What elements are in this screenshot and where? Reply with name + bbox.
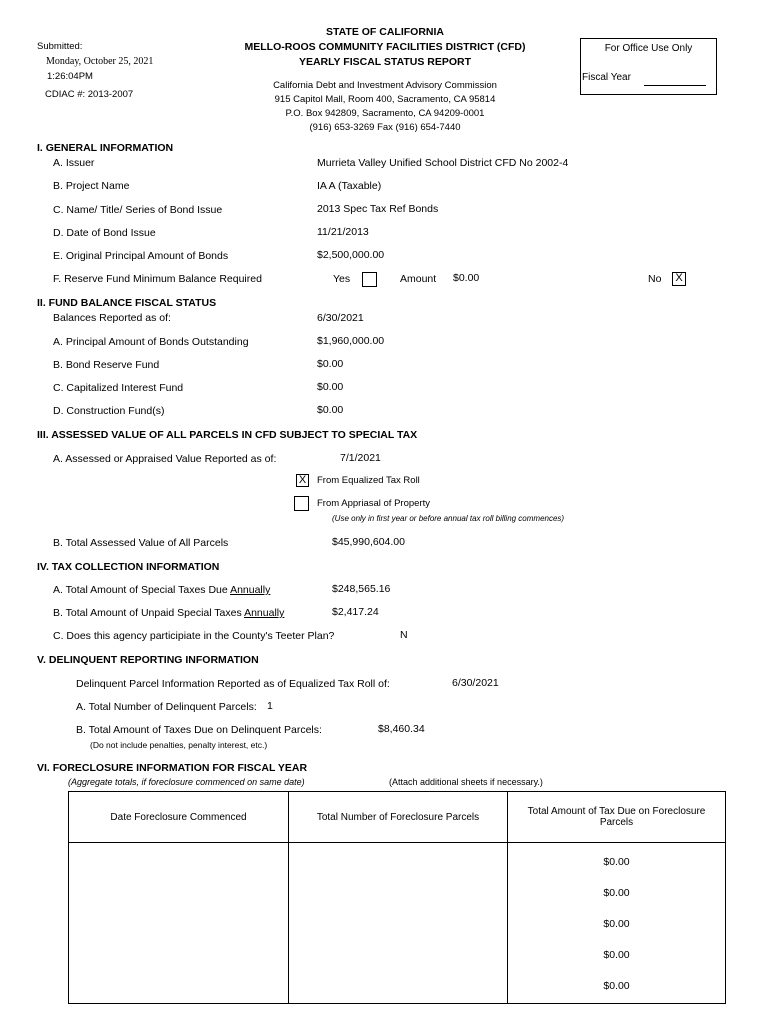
delinquent-value: 6/30/2021	[452, 677, 499, 689]
teeter-value: N	[400, 629, 408, 641]
agency-address: 915 Capitol Mall, Room 400, Sacramento, CA 95814	[274, 94, 496, 105]
issuer-value: Murrieta Valley Unified School District CFD No 2002-4	[317, 157, 569, 169]
delinquent-label: Delinquent Parcel Information Reported as of Equalized Tax Roll of:	[76, 678, 390, 690]
col-date-commenced: Date Foreclosure Commenced	[69, 792, 289, 843]
parcels-cell[interactable]	[289, 843, 508, 1004]
title-district: MELLO-ROOS COMMUNITY FACILITIES DISTRICT (CFD)	[244, 41, 526, 53]
reserve-no-checkbox[interactable]: X	[672, 272, 686, 286]
delinquent-parcels-label: A. Total Number of Delinquent Parcels:	[76, 701, 257, 713]
cap-interest-label: C. Capitalized Interest Fund	[53, 382, 184, 394]
reserve-amount-label: Amount	[400, 273, 437, 285]
delinquent-parcels-value: 1	[267, 700, 273, 712]
amount-row: $0.00	[603, 980, 630, 992]
appraisal-note: (Use only in first year or before annual tax roll billing commences)	[332, 514, 565, 523]
reserve-no-label: No	[648, 273, 662, 285]
title-report: YEARLY FISCAL STATUS REPORT	[298, 56, 472, 68]
office-use-label: For Office Use Only	[604, 43, 693, 54]
equalized-checkbox[interactable]: X	[296, 474, 309, 487]
foreclosure-note: (Aggregate totals, if foreclosure commenced on same date)	[68, 777, 305, 787]
reserve-yes-label: Yes	[333, 273, 351, 285]
date-cell[interactable]	[69, 843, 289, 1004]
reserve-yes-checkbox[interactable]	[362, 272, 377, 287]
taxes-due-value: $248,565.16	[332, 583, 391, 595]
assessed-label: A. Assessed or Appraised Value Reported as of:	[53, 453, 277, 465]
unpaid-taxes-value: $2,417.24	[332, 606, 379, 618]
principal-value: $2,500,000.00	[317, 249, 385, 261]
amount-row: $0.00	[603, 918, 630, 930]
appraisal-checkbox[interactable]	[294, 496, 309, 511]
appraisal-label: From Appriasal of Property	[317, 498, 430, 509]
cap-interest-value: $0.00	[317, 381, 344, 393]
section5-heading: V. DELINQUENT REPORTING INFORMATION	[37, 654, 259, 666]
submitted-date: Monday, October 25, 2021	[46, 56, 154, 67]
section3-heading: III. ASSESSED VALUE OF ALL PARCELS IN CFD SUBJECT TO SPECIAL TAX	[37, 429, 418, 441]
fiscal-year-field[interactable]	[644, 85, 706, 86]
unpaid-taxes-label: B. Total Amount of Unpaid Special Taxes Annually	[53, 607, 285, 619]
delinquent-taxes-note: (Do not include penalties, penalty interest, etc.)	[90, 740, 268, 750]
section4-heading: IV. TAX COLLECTION INFORMATION	[37, 561, 220, 573]
section2-heading: II. FUND BALANCE FISCAL STATUS	[37, 297, 217, 309]
attach-note: (Attach additional sheets if necessary.)	[389, 777, 543, 787]
title-state: STATE OF CALIFORNIA	[325, 26, 445, 38]
delinquent-taxes-value: $8,460.34	[378, 723, 425, 735]
construction-label: D. Construction Fund(s)	[53, 405, 165, 417]
reserve-amount-value: $0.00	[453, 272, 480, 284]
construction-value: $0.00	[317, 404, 344, 416]
project-value: IA A (Taxable)	[317, 180, 382, 192]
series-value: 2013 Spec Tax Ref Bonds	[317, 203, 439, 215]
reserve-label: F. Reserve Fund Minimum Balance Required	[53, 273, 262, 285]
bond-date-value: 11/21/2013	[317, 226, 369, 238]
taxes-due-label: A. Total Amount of Special Taxes Due Annually	[53, 584, 271, 596]
teeter-label: C. Does this agency participiate in the County's Teeter Plan?	[53, 630, 335, 642]
reserve-fund-value: $0.00	[317, 358, 344, 370]
equalized-label: From Equalized Tax Roll	[317, 475, 420, 486]
cdiac-number: CDIAC #: 2013-2007	[45, 89, 134, 100]
series-label: C. Name/ Title/ Series of Bond Issue	[53, 204, 223, 216]
outstanding-value: $1,960,000.00	[317, 335, 385, 347]
agency-name: California Debt and Investment Advisory Commission	[273, 80, 497, 91]
delinquent-taxes-label: B. Total Amount of Taxes Due on Delinquent Parcels:	[76, 724, 322, 736]
submitted-time: 1:26:04PM	[47, 71, 93, 82]
assessed-value: 7/1/2021	[340, 452, 381, 464]
agency-pobox: P.O. Box 942809, Sacramento, CA 94209-0001	[285, 108, 485, 119]
section6-heading: VI. FORECLOSURE INFORMATION FOR FISCAL YEAR	[37, 762, 308, 774]
submitted-label: Submitted:	[37, 41, 83, 52]
bond-date-label: D. Date of Bond Issue	[53, 227, 156, 239]
reserve-fund-label: B. Bond Reserve Fund	[53, 359, 160, 371]
balances-value: 6/30/2021	[317, 312, 364, 324]
amount-row: $0.00	[603, 856, 630, 868]
foreclosure-table	[68, 791, 726, 1004]
section1-heading: I. GENERAL INFORMATION	[37, 142, 174, 154]
outstanding-label: A. Principal Amount of Bonds Outstanding	[53, 336, 249, 348]
issuer-label: A. Issuer	[53, 157, 95, 169]
balances-label: Balances Reported as of:	[53, 312, 171, 324]
project-label: B. Project Name	[53, 180, 130, 192]
fiscal-year-label: Fiscal Year	[582, 72, 631, 83]
agency-phone: (916) 653-3269 Fax (916) 654-7440	[309, 122, 461, 133]
amount-cell[interactable]	[508, 843, 726, 1004]
col-total-amount: Total Amount of Tax Due on Foreclosure Parcels	[508, 792, 726, 843]
col-total-parcels: Total Number of Foreclosure Parcels	[289, 792, 508, 843]
principal-label: E. Original Principal Amount of Bonds	[53, 250, 229, 262]
amount-row: $0.00	[603, 887, 630, 899]
total-assessed-label: B. Total Assessed Value of All Parcels	[53, 537, 229, 549]
amount-row: $0.00	[603, 949, 630, 961]
total-assessed-value: $45,990,604.00	[332, 536, 405, 548]
